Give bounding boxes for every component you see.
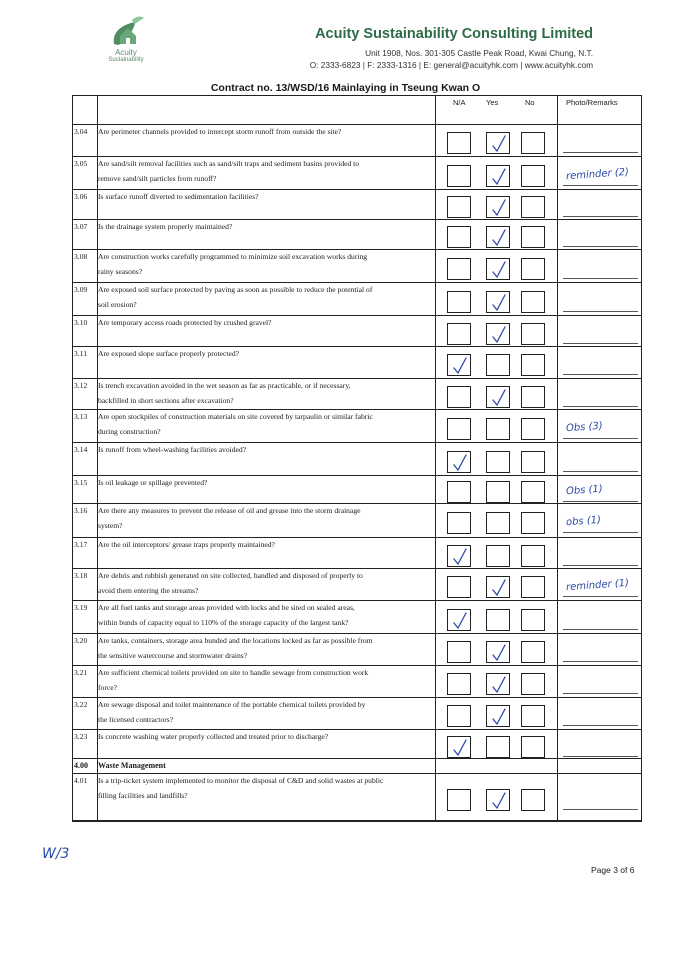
column-header-no: No — [525, 98, 535, 107]
item-question — [98, 125, 433, 140]
checkmark-icon — [452, 357, 468, 375]
question-line: filling facilities and landfills? — [98, 790, 188, 800]
checkbox-not-applicable[interactable] — [447, 258, 471, 280]
item-number: 3.23 — [74, 732, 88, 741]
item-question — [98, 410, 433, 439]
question-line: Are sufficient chemical toilets provided on site to handle sewage from construction work — [98, 668, 369, 677]
item-question — [98, 283, 433, 312]
checkbox-no[interactable] — [521, 418, 545, 440]
checkbox-not-applicable[interactable] — [447, 641, 471, 663]
item-number: 3.11 — [74, 349, 88, 358]
checkbox-not-applicable[interactable] — [447, 418, 471, 440]
checkbox-yes[interactable] — [486, 451, 510, 473]
remark-line — [563, 725, 638, 726]
checkbox-no[interactable] — [521, 291, 545, 313]
checkmark-icon — [491, 135, 507, 153]
item-number: 3.12 — [74, 381, 88, 390]
checkbox-not-applicable[interactable] — [447, 132, 471, 154]
remark-line — [563, 565, 638, 566]
question-line: Is the drainage system properly maintained? — [98, 222, 233, 231]
checkbox-yes[interactable] — [486, 512, 510, 534]
checkbox-not-applicable[interactable] — [447, 789, 471, 811]
company-name: Acuity Sustainability Consulting Limited — [315, 26, 593, 42]
checkbox-no[interactable] — [521, 609, 545, 631]
checkbox-yes[interactable] — [486, 609, 510, 631]
checkbox-not-applicable[interactable] — [447, 386, 471, 408]
item-number: 4.01 — [74, 776, 88, 785]
remark-line — [563, 438, 638, 439]
company-contact: O: 2333-6823 | F: 2333-1316 | E: general@acuityhk.com | www.acuityhk.com — [309, 60, 593, 70]
item-question — [98, 476, 433, 491]
checkbox-not-applicable[interactable] — [447, 576, 471, 598]
question-line: Is runoff from wheel-washing facilities avoided? — [98, 445, 247, 454]
checkmark-icon — [491, 644, 507, 662]
checkbox-not-applicable[interactable] — [447, 705, 471, 727]
item-question — [98, 730, 433, 745]
remark-line — [563, 278, 638, 279]
checkbox-yes[interactable] — [486, 545, 510, 567]
handwritten-remark: obs (1) — [565, 514, 602, 529]
remark-line — [563, 756, 638, 757]
question-line: rainy seasons? — [98, 266, 143, 276]
company-logo — [96, 14, 156, 76]
checkbox-not-applicable[interactable] — [447, 291, 471, 313]
question-line: Waste Management — [98, 761, 166, 770]
remark-line — [563, 471, 638, 472]
checkmark-icon — [491, 229, 507, 247]
checkbox-not-applicable[interactable] — [447, 673, 471, 695]
item-question — [98, 538, 433, 553]
item-number: 3.20 — [74, 636, 88, 645]
item-question — [98, 504, 433, 533]
remark-line — [563, 152, 638, 153]
question-line: Are temporary access roads protected by crushed gravel? — [98, 318, 272, 327]
item-question — [98, 634, 433, 663]
question-line: Is trench excavation avoided in the wet season as far as practicable, or if necessary, — [98, 381, 351, 390]
checkbox-no[interactable] — [521, 132, 545, 154]
checkmark-icon — [452, 548, 468, 566]
checkbox-yes[interactable] — [486, 736, 510, 758]
checkmark-icon — [491, 389, 507, 407]
question-line: Are tanks, containers, storage area bunded and the locations locked as far as possible from — [98, 636, 373, 645]
logo-text: Acuity — [115, 48, 137, 57]
item-question — [98, 774, 433, 803]
item-question — [98, 569, 433, 598]
remark-line — [563, 693, 638, 694]
item-number: 3.09 — [74, 285, 88, 294]
company-address: Unit 1908, Nos. 301-305 Castle Peak Road, Kwai Chung, N.T. — [365, 48, 593, 58]
question-line: soil erosion? — [98, 299, 137, 309]
row-rule — [72, 820, 642, 821]
checkbox-not-applicable[interactable] — [447, 226, 471, 248]
contract-title: Contract no. 13/WSD/16 Mainlaying in Tseung Kwan O — [210, 82, 481, 94]
checkmark-icon — [491, 168, 507, 186]
question-line: Are construction works carefully programmed to minimize soil excavation works during — [98, 252, 368, 261]
question-line: avoid them entering the streams? — [98, 585, 199, 595]
question-line: Are open stockpiles of construction materials on site covered by tarpaulin or similar fabric — [98, 412, 373, 421]
remark-line — [563, 532, 638, 533]
question-line: the licensed contractors? — [98, 714, 174, 724]
question-line: force? — [98, 682, 117, 692]
checkbox-no[interactable] — [521, 545, 545, 567]
question-line: Is surface runoff diverted to sedimentation facilities? — [98, 192, 259, 201]
handwritten-remark: Obs (3) — [565, 420, 604, 435]
item-question — [98, 443, 433, 458]
question-line: Are perimeter channels provided to intercept storm runoff from outside the site? — [98, 127, 342, 136]
checkbox-no[interactable] — [521, 673, 545, 695]
checkmark-icon — [491, 199, 507, 217]
question-line: Are all fuel tanks and storage areas provided with locks and be sited on sealed areas, — [98, 603, 355, 612]
item-number: 3.06 — [74, 192, 88, 201]
item-number: 3.07 — [74, 222, 88, 231]
checkbox-no[interactable] — [521, 165, 545, 187]
column-header-remarks: Photo/Remarks — [566, 98, 618, 107]
page-number: Page 3 of 6 — [591, 865, 635, 875]
column-header-na: N/A — [453, 98, 466, 107]
item-number: 3.16 — [74, 506, 88, 515]
item-question — [98, 190, 433, 205]
handwritten-initials: W/3 — [42, 846, 70, 862]
checkmark-icon — [491, 261, 507, 279]
item-question — [98, 666, 433, 695]
remark-line — [563, 501, 638, 502]
question-line: Is a trip-ticket system implemented to monitor the disposal of C&D and solid wastes at public — [98, 776, 384, 785]
question-line: Are exposed slope surface properly protected? — [98, 349, 240, 358]
question-line: Are the oil interceptors/ grease traps properly maintained? — [98, 540, 275, 549]
item-question — [98, 347, 433, 362]
item-question — [98, 759, 433, 774]
checkbox-not-applicable[interactable] — [447, 196, 471, 218]
checkbox-yes[interactable] — [486, 418, 510, 440]
remark-line — [563, 374, 638, 375]
item-question — [98, 698, 433, 727]
question-line: Are exposed soil surface protected by paving as soon as possible to reduce the potential of — [98, 285, 373, 294]
checkbox-not-applicable[interactable] — [447, 481, 471, 503]
column-header-yes: Yes — [486, 98, 499, 107]
item-number: 3.15 — [74, 478, 88, 487]
remark-line — [563, 629, 638, 630]
column-divider — [435, 95, 436, 820]
checkbox-no[interactable] — [521, 386, 545, 408]
item-number: 3.14 — [74, 445, 88, 454]
item-question — [98, 316, 433, 331]
remark-line — [563, 406, 638, 407]
logo-house-leaf-icon — [106, 14, 146, 48]
item-question — [98, 220, 433, 235]
item-number: 3.22 — [74, 700, 88, 709]
question-line: remove sand/silt particles from runoff? — [98, 173, 217, 183]
handwritten-remark: Obs (1) — [565, 483, 604, 498]
checkbox-not-applicable[interactable] — [447, 165, 471, 187]
checkmark-icon — [491, 792, 507, 810]
remark-line — [563, 343, 638, 344]
item-number: 3.10 — [74, 318, 88, 327]
checkbox-no[interactable] — [521, 512, 545, 534]
item-number: 3.08 — [74, 252, 88, 261]
checkbox-no[interactable] — [521, 789, 545, 811]
remark-line — [563, 596, 638, 597]
checkbox-no[interactable] — [521, 354, 545, 376]
checkmark-icon — [491, 579, 507, 597]
question-line: system? — [98, 520, 123, 530]
item-number: 3.19 — [74, 603, 88, 612]
item-question — [98, 379, 433, 408]
question-line: Are sand/silt removal facilities such as sand/silt traps and sediment basins provided to — [98, 159, 360, 168]
item-question — [98, 601, 433, 630]
item-number: 3.13 — [74, 412, 88, 421]
checkbox-no[interactable] — [521, 736, 545, 758]
question-line: Is oil leakage or spillage prevented? — [98, 478, 208, 487]
item-question — [98, 250, 433, 279]
remark-line — [563, 311, 638, 312]
question-line: during construction? — [98, 426, 161, 436]
checkmark-icon — [452, 739, 468, 757]
item-number: 3.05 — [74, 159, 88, 168]
logo-subtext: Sustainability — [108, 57, 144, 63]
checkbox-no[interactable] — [521, 481, 545, 503]
item-number: 4.00 — [74, 761, 88, 770]
checkmark-icon — [491, 294, 507, 312]
checkbox-no[interactable] — [521, 705, 545, 727]
checkbox-yes[interactable] — [486, 481, 510, 503]
remark-line — [563, 246, 638, 247]
checkbox-no[interactable] — [521, 451, 545, 473]
remark-line — [563, 661, 638, 662]
checkbox-no[interactable] — [521, 641, 545, 663]
item-number: 3.21 — [74, 668, 88, 677]
checkmark-icon — [452, 454, 468, 472]
checkbox-yes[interactable] — [486, 354, 510, 376]
question-line: Are sewage disposal and toilet maintenance of the portable chemical toilets provided by — [98, 700, 366, 709]
question-line: the sensitive watercourse and stormwater drains? — [98, 650, 248, 660]
checkbox-no[interactable] — [521, 576, 545, 598]
checkbox-no[interactable] — [521, 196, 545, 218]
question-line: Are there any measures to prevent the release of oil and grease into the storm drainage — [98, 506, 361, 515]
checkbox-not-applicable[interactable] — [447, 512, 471, 534]
checkbox-no[interactable] — [521, 226, 545, 248]
remark-line — [563, 185, 638, 186]
item-number: 3.18 — [74, 571, 88, 580]
checkmark-icon — [491, 708, 507, 726]
item-number: 3.17 — [74, 540, 88, 549]
item-number: 3.04 — [74, 127, 88, 136]
question-line: within bunds of capacity equal to 110% of the storage capacity of the largest tank? — [98, 617, 349, 627]
checkmark-icon — [491, 676, 507, 694]
question-line: Are debris and rubbish generated on site collected, handled and disposed of properly to — [98, 571, 363, 580]
checkbox-not-applicable[interactable] — [447, 323, 471, 345]
question-line: backfilled in short sections after excavation? — [98, 395, 234, 405]
handwritten-remark: reminder (1) — [565, 577, 630, 594]
remark-line — [563, 216, 638, 217]
item-question — [98, 157, 433, 186]
handwritten-remark: reminder (2) — [565, 166, 630, 183]
question-line: Is concrete washing water properly collected and treated prior to discharge? — [98, 732, 329, 741]
remark-line — [563, 809, 638, 810]
checkmark-icon — [491, 326, 507, 344]
checkbox-no[interactable] — [521, 323, 545, 345]
column-divider — [557, 95, 558, 820]
checkbox-no[interactable] — [521, 258, 545, 280]
checkmark-icon — [452, 612, 468, 630]
